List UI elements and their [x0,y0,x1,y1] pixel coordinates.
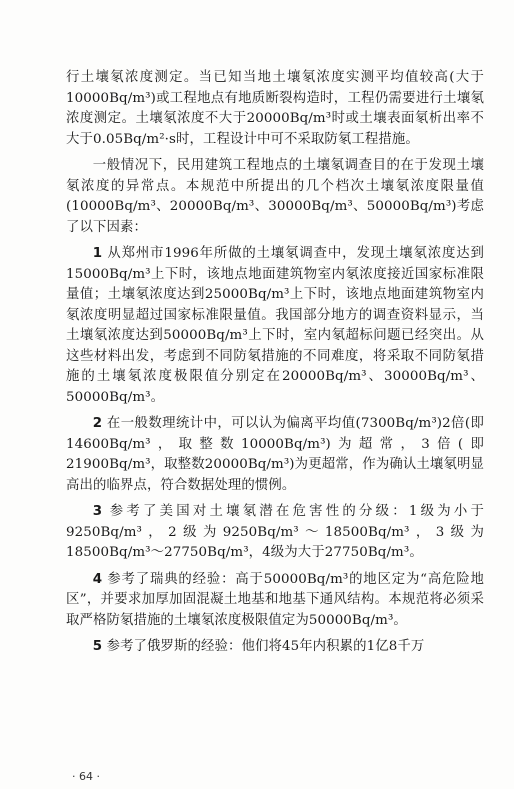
paragraph-number: 1 [92,246,103,261]
paragraph-number: 4 [92,571,103,587]
paragraph-number: 3 [92,504,103,519]
page-number: · 64 · [72,770,100,783]
paragraph [66,68,484,150]
paragraph-text: 参考了俄罗斯的经验：他们将45年内积累的1亿8千万 [106,639,425,654]
numbered-paragraph [66,414,484,496]
paragraph-text: 一般情况下，民用建筑工程地点的土壤氡调查目的在于发现土壤氡浓度的异常点。本规范中所提出的几个档次土壤氡浓度限量值(10000Bq/m³、20000Bq/m³、30000Bq/m³、50000Bq/m³)考虑了以下因素： [66,158,484,235]
paragraph [66,156,484,238]
body-text [66,68,484,664]
numbered-paragraph [66,244,484,408]
numbered-paragraph [66,570,484,632]
numbered-paragraph [66,502,484,564]
numbered-paragraph [66,637,484,658]
paragraph-text: 参考了瑞典的经验：高于50000Bq/m³的地区定为“高危险地区”，并要求加厚加固混凝土地基和地基下通风结构。本规范将必须采取严格防氡措施的土壤氡浓度极限值定为50000Bq/m³。 [66,571,485,628]
paragraph-text: 从郑州市1996年所做的土壤氡调查中，发现土壤氡浓度达到15000Bq/m³上下时，该地点地面建筑物室内氡浓度接近国家标准限量值；土壤氡浓度达到25000Bq/m³上下时，该地点地面建筑物室内氡浓度明显超过国家标准限量值。我国部分地方的调查资料显示，当土壤氡浓度达到50000Bq/m³上下时，室内氡超标问题已经突出。从这些材料出发，考虑到不同防氡措施的不同难度，将采取不同防氡措施的土壤氡浓度极限值分别定在20000Bq/m³、30000Bq/m³、50000Bq/m³。 [66,246,484,405]
paragraph-text: 行土壤氡浓度测定。当已知当地土壤氡浓度实测平均值较高(大于10000Bq/m³)或工程地点有地质断裂构造时，工程仍需要进行土壤氡浓度测定。土壤氡浓度不大于20000Bq/m³时或土壤表面氡析出率不大于0.05Bq/m²·s时，工程设计中可不采取防氡工程措施。 [66,70,484,147]
paragraph-number: 5 [92,639,103,654]
paragraph-text: 在一般数理统计中，可以认为偏离平均值(7300Bq/m³)2倍(即14600Bq/m³，取整数10000Bq/m³)为超常，3倍(即21900Bq/m³，取整数20000Bq/m³)为更超常，作为确认土壤氡明显高出的临界点，符合数据处理的惯例。 [66,416,485,493]
paragraph-number: 2 [92,416,103,431]
paragraph-text: 参考了美国对土壤氡潜在危害性的分级：1级为小于9250Bq/m³，2级为9250Bq/m³～18500Bq/m³，3级为18500Bq/m³～27750Bq/m³，4级为大于27750Bq/m³。 [66,504,484,560]
